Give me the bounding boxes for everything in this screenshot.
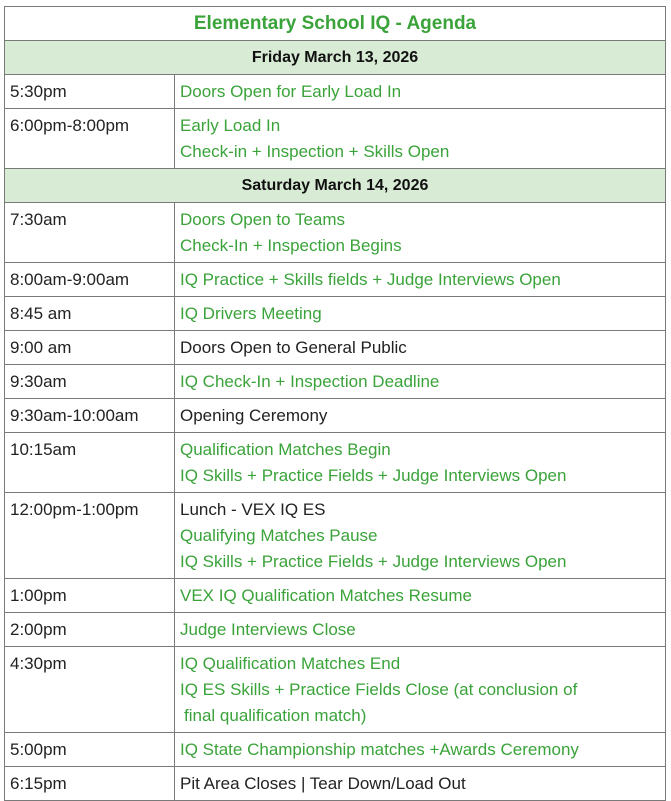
event-cell (175, 263, 666, 297)
time-cell: 6:00pm-8:00pm (5, 109, 175, 169)
event-cell (175, 203, 666, 263)
agenda-table (4, 6, 666, 801)
event-cell (175, 75, 666, 109)
day-header-row (5, 41, 666, 75)
event-line: IQ Check-In + Inspection Deadline (180, 372, 440, 391)
event-line: IQ State Championship matches +Awards Ceremony (180, 740, 579, 759)
time-cell: 9:00 am (5, 331, 175, 365)
title-row (5, 7, 666, 41)
agenda-row (5, 493, 666, 579)
event-line: IQ Skills + Practice Fields + Judge Interviews Open (180, 466, 567, 485)
event-cell (175, 733, 666, 767)
agenda-row (5, 579, 666, 613)
event-line: Qualification Matches Begin (180, 440, 391, 459)
event-line: Doors Open for Early Load In (180, 82, 402, 101)
event-cell (175, 613, 666, 647)
time-cell: 5:00pm (5, 733, 175, 767)
agenda-row (5, 647, 666, 733)
event-line: IQ Practice + Skills fields + Judge Interviews Open (180, 270, 561, 289)
event-cell (175, 365, 666, 399)
agenda-row (5, 263, 666, 297)
time-cell: 7:30am (5, 203, 175, 263)
event-line: IQ Skills + Practice Fields + Judge Interviews Open (180, 552, 567, 571)
event-line: Check-In + Inspection Begins (180, 236, 402, 255)
event-line: Opening Ceremony (180, 406, 328, 425)
agenda-row (5, 399, 666, 433)
agenda-row (5, 109, 666, 169)
event-cell (175, 493, 666, 579)
agenda-row (5, 203, 666, 263)
event-line: VEX IQ Qualification Matches Resume (180, 586, 472, 605)
time-cell: 10:15am (5, 433, 175, 493)
time-cell: 9:30am-10:00am (5, 399, 175, 433)
time-cell: 6:15pm (5, 767, 175, 801)
day-header-row (5, 169, 666, 203)
day-header: Saturday March 14, 2026 (5, 169, 666, 203)
event-cell (175, 767, 666, 801)
event-cell (175, 331, 666, 365)
agenda-row (5, 433, 666, 493)
event-line: final qualification match) (184, 706, 367, 725)
time-cell: 1:00pm (5, 579, 175, 613)
agenda-row (5, 733, 666, 767)
agenda-title: Elementary School IQ - Agenda (5, 7, 666, 41)
event-line: Doors Open to General Public (180, 338, 407, 357)
time-cell: 5:30pm (5, 75, 175, 109)
time-cell: 8:00am-9:00am (5, 263, 175, 297)
event-line: Pit Area Closes | Tear Down/Load Out (180, 774, 466, 793)
event-line: Doors Open to Teams (180, 210, 346, 229)
time-cell: 2:00pm (5, 613, 175, 647)
time-cell: 9:30am (5, 365, 175, 399)
day-header: Friday March 13, 2026 (5, 41, 666, 75)
time-cell: 4:30pm (5, 647, 175, 733)
event-cell (175, 109, 666, 169)
event-line: Lunch - VEX IQ ES (180, 500, 326, 519)
event-cell (175, 399, 666, 433)
event-cell (175, 433, 666, 493)
event-line: IQ Qualification Matches End (180, 654, 401, 673)
agenda-row (5, 331, 666, 365)
event-line: Judge Interviews Close (180, 620, 356, 639)
agenda-row (5, 767, 666, 801)
agenda-row (5, 75, 666, 109)
event-line: IQ ES Skills + Practice Fields Close (at conclusion of (180, 680, 578, 699)
event-cell (175, 647, 666, 733)
time-cell: 8:45 am (5, 297, 175, 331)
event-cell (175, 297, 666, 331)
time-cell: 12:00pm-1:00pm (5, 493, 175, 579)
event-line: IQ Drivers Meeting (180, 304, 322, 323)
agenda-row (5, 297, 666, 331)
agenda-row (5, 613, 666, 647)
event-line: Qualifying Matches Pause (180, 526, 378, 545)
agenda-row (5, 365, 666, 399)
event-cell (175, 579, 666, 613)
event-line: Check-in + Inspection + Skills Open (180, 142, 450, 161)
agenda-body (5, 7, 666, 801)
event-line: Early Load In (180, 116, 281, 135)
